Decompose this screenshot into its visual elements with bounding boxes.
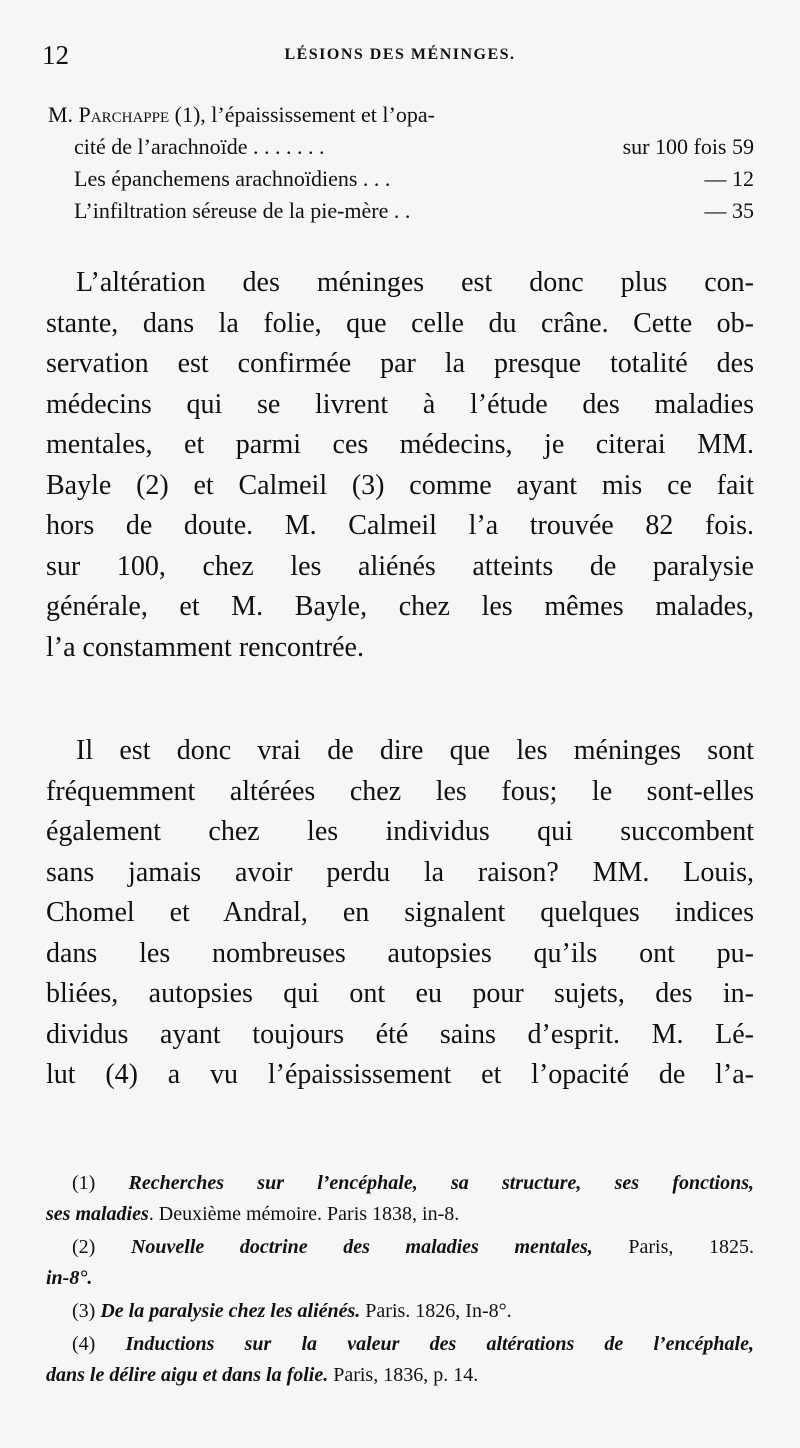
footnote-line bbox=[46, 1199, 754, 1230]
footnote-text: Paris, 1836, p. 14. bbox=[328, 1364, 479, 1386]
text-line: générale, et M. Bayle, chez les mêmes malades, bbox=[46, 591, 754, 622]
page-header bbox=[42, 40, 758, 76]
footnote-line bbox=[46, 1329, 754, 1360]
running-title: LÉSIONS DES MÉNINGES. bbox=[284, 46, 516, 63]
text-line: stante, dans la folie, que celle du crâne. Cette ob- bbox=[46, 307, 754, 339]
text-line: dividus ayant toujours été sains d’esprit. M. Lé- bbox=[46, 1018, 754, 1050]
footnote-line bbox=[46, 1232, 754, 1263]
footnote-title: De la paralysie chez les aliénés. bbox=[100, 1300, 361, 1322]
footnote-text: in-8°. bbox=[46, 1267, 93, 1289]
author-name: M. Parchappe bbox=[48, 102, 170, 127]
text-line: servation est confirmée par la presque totalité des bbox=[46, 348, 754, 379]
stat-value: — 12 bbox=[704, 166, 754, 191]
text-line: bliées, autopsies qui ont eu pour sujets, des in- bbox=[46, 978, 754, 1009]
footnotes bbox=[46, 1168, 754, 1391]
paragraph-2 bbox=[46, 731, 754, 1096]
stat-label: Les épanchemens arachnoïdiens . . . bbox=[74, 166, 391, 191]
stat-row bbox=[48, 134, 754, 166]
footnote-marker: (2) bbox=[72, 1236, 131, 1258]
footnote-text: Paris. 1826, In-8°. bbox=[360, 1300, 512, 1322]
stat-value: sur 100 fois 59 bbox=[622, 134, 754, 159]
footnote-line bbox=[46, 1360, 754, 1391]
text-line: fréquemment altérées chez les fous; le sont-elles bbox=[46, 775, 754, 807]
text-line: dans les nombreuses autopsies qu’ils ont pu- bbox=[46, 937, 754, 969]
text-line: hors de doute. M. Calmeil l’a trouvée 82 fois. bbox=[46, 510, 754, 541]
footnote-2 bbox=[46, 1232, 754, 1294]
text-line: sur 100, chez les aliénés atteints de paralysie bbox=[46, 550, 754, 582]
footnote-1 bbox=[46, 1168, 754, 1230]
stat-label-text: (1), l’épaississement et l’opa- bbox=[169, 102, 435, 127]
stat-label: L’infiltration séreuse de la pie-mère . . bbox=[74, 198, 411, 223]
text-line: l’a constamment rencontrée. bbox=[46, 631, 364, 663]
footnote-title: Recherches sur l’encéphale, sa structure, ses fonctions, bbox=[128, 1172, 754, 1194]
text-line: L’altération des méninges est donc plus con- bbox=[76, 267, 754, 298]
text-line: lut (4) a vu l’épaississement et l’opacité de l’a- bbox=[46, 1059, 754, 1090]
stat-row bbox=[48, 198, 754, 230]
text-line: également chez les individus qui succombent bbox=[46, 816, 754, 847]
footnote-marker: (3) bbox=[72, 1300, 101, 1322]
footnote-text: . Deuxième mémoire. Paris 1838, in-8. bbox=[148, 1203, 460, 1225]
footnote-title: Inductions sur la valeur des altérations de l’encéphale, bbox=[125, 1333, 754, 1355]
stat-label: cité de l’arachnoïde . . . . . . . bbox=[74, 134, 325, 159]
text-line: Bayle (2) et Calmeil (3) comme ayant mis ce fait bbox=[46, 469, 754, 501]
paragraph-1 bbox=[46, 263, 754, 668]
text-line: sans jamais avoir perdu la raison? MM. Louis, bbox=[46, 856, 754, 888]
stat-row bbox=[48, 102, 754, 134]
footnote-text: Paris, 1825. bbox=[592, 1236, 754, 1258]
footnote-3 bbox=[46, 1296, 754, 1327]
footnote-line bbox=[46, 1296, 754, 1327]
stat-row bbox=[48, 166, 754, 198]
page-number: 12 bbox=[42, 40, 69, 70]
footnote-4 bbox=[46, 1329, 754, 1391]
footnote-title: Nouvelle doctrine des maladies mentales, bbox=[130, 1236, 593, 1258]
footnote-marker: (1) bbox=[72, 1172, 129, 1194]
stat-value: — 35 bbox=[704, 198, 754, 223]
footnote-marker: (4) bbox=[72, 1333, 126, 1355]
footnote-title: dans le délire aigu et dans la folie. bbox=[46, 1364, 329, 1386]
stat-label bbox=[48, 102, 435, 128]
text-line: Il est donc vrai de dire que les méninges sont bbox=[76, 735, 754, 766]
text-line: médecins qui se livrent à l’étude des maladies bbox=[46, 388, 754, 420]
text-line: Chomel et Andral, en signalent quelques indices bbox=[46, 897, 754, 928]
footnote-line bbox=[46, 1263, 754, 1294]
footnote-line bbox=[46, 1168, 754, 1199]
footnote-title: ses maladies bbox=[46, 1203, 149, 1225]
text-line: mentales, et parmi ces médecins, je citerai MM. bbox=[46, 429, 754, 460]
statistics-list bbox=[48, 102, 754, 230]
